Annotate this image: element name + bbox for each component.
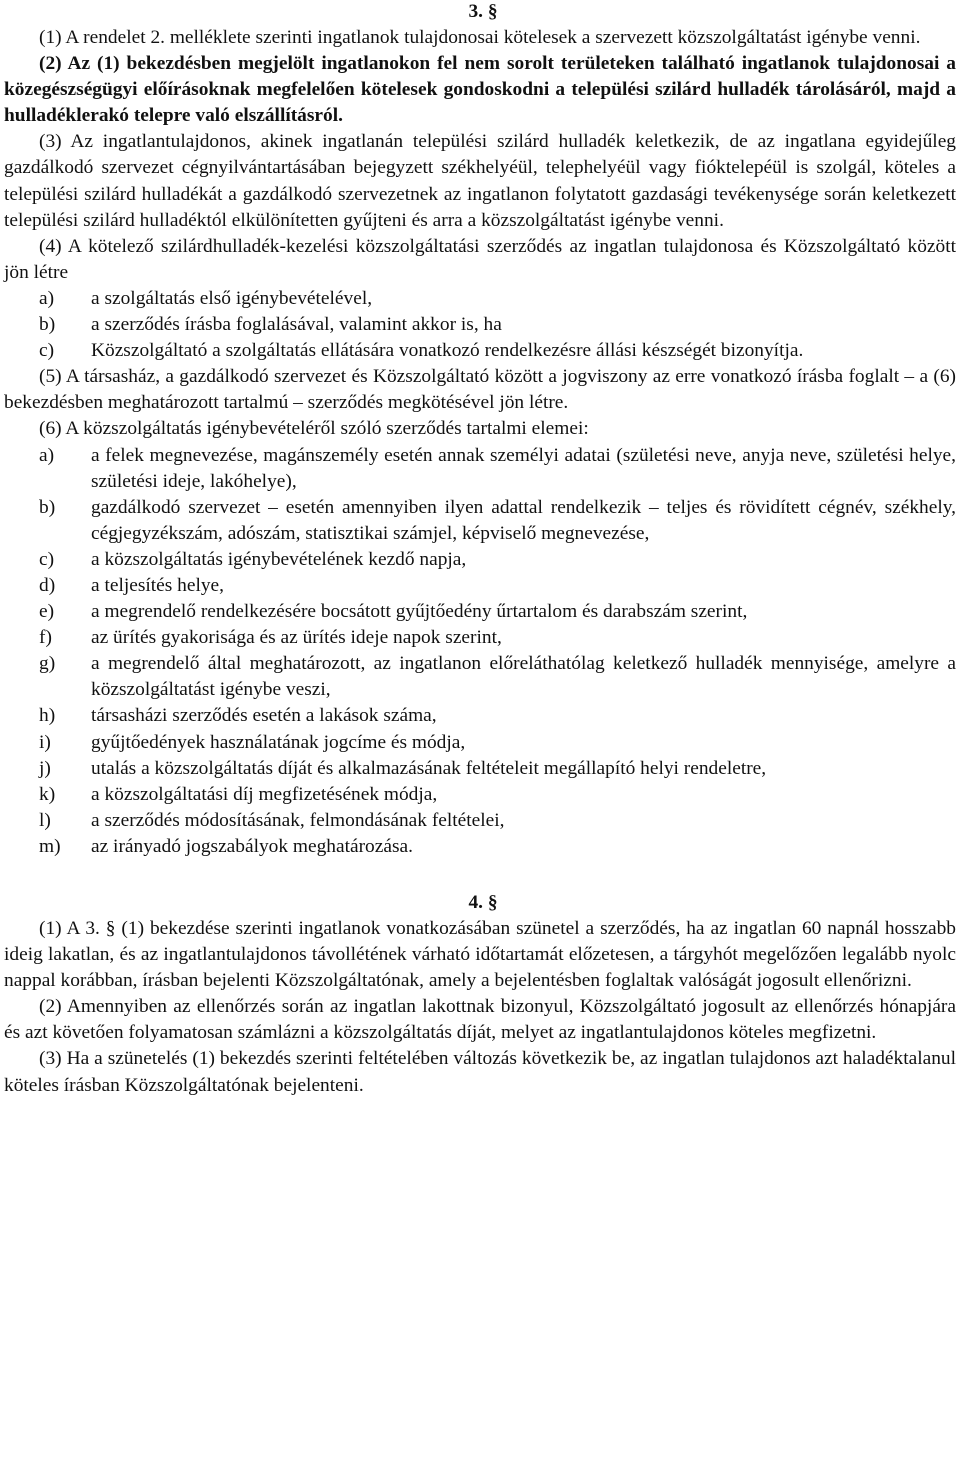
list-item-marker: k)	[39, 783, 56, 805]
list-item-marker: a)	[39, 287, 55, 309]
list-item-text: a teljesítés helye,	[91, 574, 224, 596]
list-item-marker: i)	[39, 731, 51, 753]
section-3-paragraph-4-list	[4, 286, 956, 364]
list-item	[4, 599, 956, 625]
section-3-paragraph-6: (6) A közszolgáltatás igénybevételéről szóló szerződés tartalmi elemei:	[39, 418, 589, 440]
list-item	[4, 834, 956, 860]
list-item	[4, 730, 956, 756]
list-item	[4, 495, 956, 547]
list-item-text: a megrendelő által meghatározott, az ingatlanon előreláthatólag keletkező hulladék mennyisége, amelyre a közszolgáltatást igénybe veszi,	[91, 653, 956, 701]
section-4-heading: 4. §	[468, 892, 498, 913]
list-item-marker: f)	[39, 627, 52, 649]
section-3-paragraph-4: (4) A kötelező szilárdhulladék-kezelési közszolgáltatási szerződés az ingatlan tulajdonosa és Közszolgáltató között jön létre	[4, 235, 956, 283]
list-item	[4, 808, 956, 834]
list-item-text: a felek megnevezése, magánszemély esetén annak személyi adatai (születési neve, anyja neve, születési helye, születési ideje, lakóhelye),	[91, 444, 956, 492]
list-item-marker: m)	[39, 835, 61, 857]
list-item-marker: d)	[39, 574, 56, 596]
list-item-text: a szerződés módosításának, felmondásának feltételei,	[91, 809, 505, 831]
section-3-paragraph-1: (1) A rendelet 2. melléklete szerinti ingatlanok tulajdonosai kötelesek a szervezett közszolgáltatást igénybe venni.	[39, 27, 921, 48]
section-3-paragraph-3: (3) Az ingatlantulajdonos, akinek ingatlanán települési szilárd hulladék keletkezik, de az ingatlana egyidejűleg gazdálkodó szervezet cégnyilvántartásában bejegyzett székhelyéül, telephelyéül vagy fióktelepéül is szolgál, köteles a települési szilárd hulladékát a gazdálkodó szervezetnek az ingatlanon folytatott gazdasági tevékenysége során keletkezett települési szilárd hulladéktól elkülönítetten gyűjteni és arra a közszolgáltatást igénybe venni.	[4, 131, 956, 231]
section-divider-space	[4, 860, 956, 890]
list-item-text: Közszolgáltató a szolgáltatás ellátására vonatkozó rendelkezésre állási készségét bizonyítja.	[91, 340, 804, 362]
section-3-paragraph-5: (5) A társasház, a gazdálkodó szervezet és Közszolgáltató között a jogviszony az erre vonatkozó írásba foglalt – a (6) bekezdésben meghatározott tartalmú – szerződés megkötésével jön létre.	[4, 366, 956, 414]
list-item-text: az ürítés gyakorisága és az ürítés ideje napok szerint,	[91, 627, 502, 649]
list-item-marker: c)	[39, 548, 55, 570]
list-item-text: a szolgáltatás első igénybevételével,	[91, 287, 373, 309]
section-3-heading: 3. §	[468, 1, 498, 22]
list-item	[4, 573, 956, 599]
section-4-paragraph-1: (1) A 3. § (1) bekezdése szerinti ingatlanok vonatkozásában szünetel a szerződés, ha az ingatlan 60 napnál hosszabb ideig lakatlan, és az ingatlantulajdonos távollétének várható időtartamát előzetesen, a tárgyhót megelőzően legalább nyolc nappal korábban, írásban bejelenti Közszolgáltatónak, amely a bejelentésben foglaltak valóságát jogosult ellenőrizni.	[4, 918, 956, 992]
list-item	[4, 443, 956, 495]
section-4-paragraph-2: (2) Amennyiben az ellenőrzés során az ingatlan lakottnak bizonyul, Közszolgáltató jogosult az ellenőrzés hónapjára és azt követően folyamatosan számlázni a közszolgáltatás díját, melyet az ingatlantulajdonos köteles megfizetni.	[4, 996, 956, 1044]
list-item	[4, 782, 956, 808]
list-item-text: a szerződés írásba foglalásával, valamint akkor is, ha	[91, 314, 502, 336]
list-item	[4, 286, 956, 312]
list-item-text: a megrendelő rendelkezésére bocsátott gyűjtőedény űrtartalom és darabszám szerint,	[91, 601, 748, 623]
list-item-marker: l)	[39, 809, 51, 831]
list-item-marker: e)	[39, 601, 55, 623]
list-item-marker: b)	[39, 496, 56, 518]
list-item-text: a közszolgáltatás igénybevételének kezdő napja,	[91, 548, 467, 570]
section-3-paragraph-6-list	[4, 443, 956, 861]
list-item-marker: g)	[39, 653, 56, 675]
list-item	[4, 338, 956, 364]
document-page	[4, 0, 956, 1099]
list-item	[4, 625, 956, 651]
list-item-text: gyűjtőedények használatának jogcíme és módja,	[91, 731, 466, 753]
list-item-marker: b)	[39, 314, 56, 336]
list-item-marker: c)	[39, 340, 55, 362]
list-item	[4, 651, 956, 703]
list-item	[4, 703, 956, 729]
list-item-text: társasházi szerződés esetén a lakások száma,	[91, 705, 437, 727]
list-item-text: gazdálkodó szervezet – esetén amennyiben ilyen adattal rendelkezik – teljes és rövidített cégnév, székhely, cégjegyzékszám, adószám, statisztikai számjel, képviselő megnevezése,	[91, 496, 956, 544]
list-item-marker: a)	[39, 444, 55, 466]
list-item-text: a közszolgáltatási díj megfizetésének módja,	[91, 783, 438, 805]
list-item	[4, 756, 956, 782]
section-3-paragraph-2: (2) Az (1) bekezdésben megjelölt ingatlanokon fel nem sorolt területeken található ingatlanok tulajdonosai a közegészségügyi előírásoknak megfelelően kötelesek gondoskodni a települési szilárd hulladék tárolásáról, majd a hulladéklerakó telepre való elszállításról.	[4, 53, 956, 127]
list-item	[4, 547, 956, 573]
section-4-paragraph-3: (3) Ha a szünetelés (1) bekezdés szerinti feltételében változás következik be, az ingatlan tulajdonos azt haladéktalanul köteles írásban Közszolgáltatónak bejelenteni.	[4, 1048, 956, 1096]
list-item-text: utalás a közszolgáltatás díját és alkalmazásának feltételeit megállapító helyi rendeletre,	[91, 757, 767, 779]
list-item	[4, 312, 956, 338]
list-item-marker: h)	[39, 705, 56, 727]
list-item-marker: j)	[39, 757, 51, 779]
list-item-text: az irányadó jogszabályok meghatározása.	[91, 835, 413, 857]
